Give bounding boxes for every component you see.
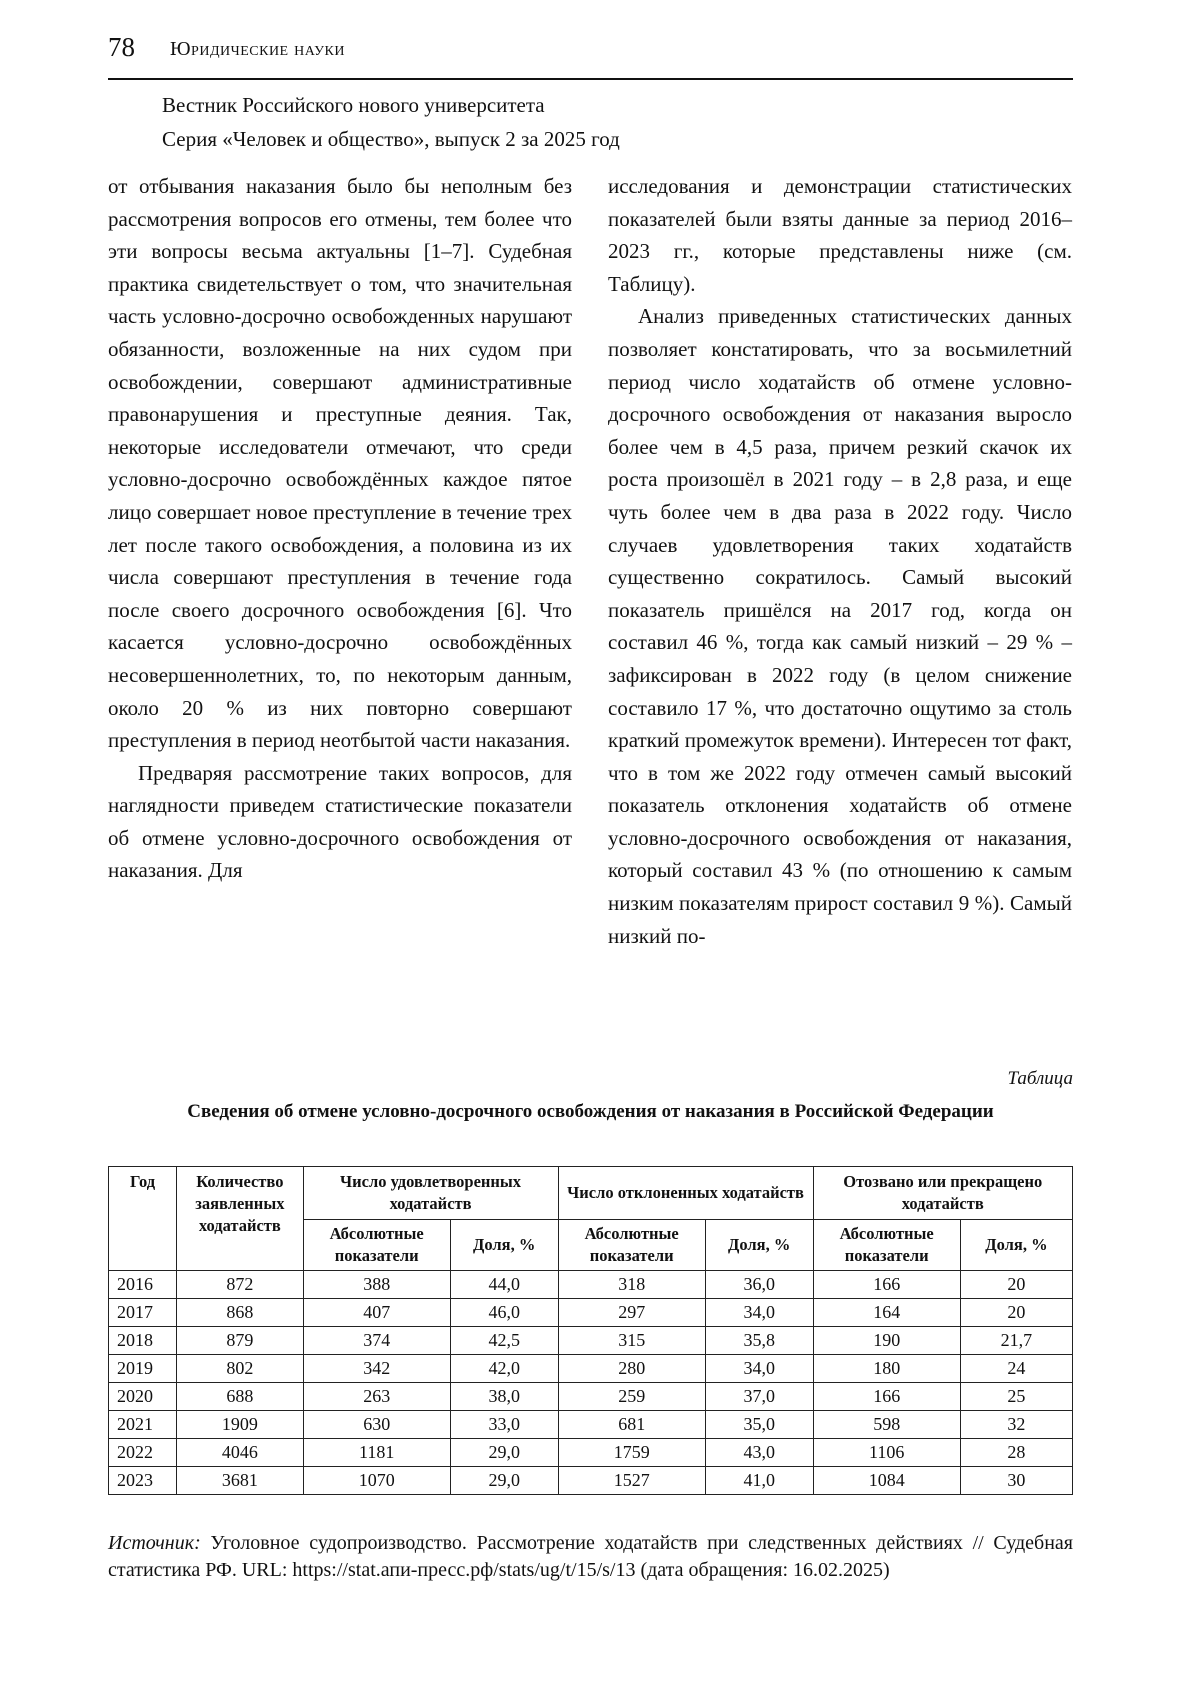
header-year: Год: [109, 1167, 177, 1271]
cell-granted-abs: 374: [303, 1327, 450, 1355]
section-name: Юридические науки: [170, 38, 345, 60]
cell-rejected-abs: 259: [558, 1383, 705, 1411]
cell-rejected-share: 34,0: [705, 1299, 813, 1327]
cell-rejected-abs: 315: [558, 1327, 705, 1355]
journal-page: [108, 0, 1073, 1694]
cell-withdrawn-abs: 166: [813, 1383, 960, 1411]
cell-rejected-share: 41,0: [705, 1467, 813, 1495]
cell-withdrawn-abs: 598: [813, 1411, 960, 1439]
journal-name: Вестник Российского нового университета: [162, 93, 545, 117]
table-row: [109, 1299, 1073, 1327]
cell-rejected-abs: 318: [558, 1271, 705, 1299]
header-granted-share: Доля, %: [450, 1220, 558, 1271]
cell-granted-share: 42,5: [450, 1327, 558, 1355]
source-label: Источник:: [108, 1532, 201, 1554]
cell-count: 868: [177, 1299, 303, 1327]
source-text: Уголовное судопроизводство. Рассмотрение ходатайств при следственных действиях // Судебная статистика РФ. URL: https://stat.апи-пресс.рф/stats/ug/t/15/s/13 (дата обращения: 16.02.2025): [108, 1532, 1073, 1581]
cell-count: 1909: [177, 1411, 303, 1439]
table-row: [109, 1439, 1073, 1467]
cell-rejected-abs: 280: [558, 1355, 705, 1383]
cell-count: 872: [177, 1271, 303, 1299]
table-row: [109, 1411, 1073, 1439]
cell-granted-abs: 1181: [303, 1439, 450, 1467]
left-paragraph-2: Предваряя рассмотрение таких вопросов, для наглядности приведем статистические показатели об отмене условно-досрочного освобождения от наказания. Для: [108, 760, 572, 883]
cell-granted-abs: 342: [303, 1355, 450, 1383]
page-number: 78: [108, 32, 135, 62]
left-column: [108, 170, 572, 887]
cell-rejected-abs: 1527: [558, 1467, 705, 1495]
table-title: Сведения об отмене условно-досрочного освобождения от наказания в Российской Федерации: [187, 1101, 994, 1122]
cell-rejected-share: 34,0: [705, 1355, 813, 1383]
right-paragraph-2: Анализ приведенных статистических данных позволяет констатировать, что за восьмилетний период число ходатайств об отмене условно-досрочного освобождения от наказания выросло более чем в 4,5 раза, причем резкий скачок их роста произошёл в 2021 году – в 2,8 раза, и еще чуть более чем в два раза в 2022 году. Число случаев удовлетворения таких ходатайств существенно сократилось. Самый высокий показатель пришёлся на 2017 год, когда он составил 46 %, тогда как самый низкий – 29 % – зафиксирован в 2022 году (в целом снижение составило 17 %, что достаточно ощутимо за столь краткий промежуток времени). Интересен тот факт, что в том же 2022 году отмечен самый высокий показатель отклонения ходатайств об отмене условно-досрочного освобождения от наказания, который составил 43 % (по отношению к самым низким показателям прирост составил 9 %). Самый низкий по-: [608, 304, 1072, 948]
cell-withdrawn-share: 20: [960, 1271, 1072, 1299]
cell-rejected-abs: 1759: [558, 1439, 705, 1467]
cell-rejected-share: 43,0: [705, 1439, 813, 1467]
cell-rejected-share: 35,0: [705, 1411, 813, 1439]
cell-withdrawn-share: 28: [960, 1439, 1072, 1467]
cell-rejected-share: 37,0: [705, 1383, 813, 1411]
header-rejected-share: Доля, %: [705, 1220, 813, 1271]
header-rejected-abs: Абсолютные показатели: [558, 1220, 705, 1271]
cell-withdrawn-share: 21,7: [960, 1327, 1072, 1355]
header-withdrawn: Отозвано или прекращено ходатайств: [813, 1167, 1072, 1220]
table-row: [109, 1383, 1073, 1411]
cell-granted-share: 29,0: [450, 1467, 558, 1495]
table-label: Таблица: [1007, 1068, 1073, 1089]
left-paragraph-1: от отбывания наказания было бы неполным без рассмотрения вопросов его отмены, тем более что эти вопросы весьма актуальны [1–7]. Судебная практика свидетельствует о том, что значительная часть условно-досрочно освобожденных нарушают обязанности, возложенные на них судом при освобождении, совершают административные правонарушения и преступные деяния. Так, некоторые исследователи отмечают, что среди условно-досрочно освобождённых каждое пятое лицо совершает новое преступление в течение трех лет после такого освобождения, а половина из их числа совершают преступления в течение года после своего досрочного освобождения [6]. Что касается условно-досрочно освобождённых несовершеннолетних, то, по некоторым данным, около 20 % из них повторно совершают преступления в период неотбытой части наказания.: [108, 174, 572, 753]
header-withdrawn-share: Доля, %: [960, 1220, 1072, 1271]
cell-year: 2019: [109, 1355, 177, 1383]
journal-title: [162, 88, 620, 156]
right-column: [608, 170, 1072, 952]
cell-year: 2020: [109, 1383, 177, 1411]
cell-withdrawn-abs: 166: [813, 1271, 960, 1299]
cell-year: 2017: [109, 1299, 177, 1327]
table-source: [108, 1530, 1073, 1584]
cell-year: 2018: [109, 1327, 177, 1355]
running-header: [108, 32, 1073, 80]
right-paragraph-1: исследования и демонстрации статистических показателей были взяты данные за период 2016–2023 гг., которые представлены ниже (см. Таблицу).: [608, 174, 1072, 296]
cell-granted-abs: 1070: [303, 1467, 450, 1495]
cell-rejected-abs: 681: [558, 1411, 705, 1439]
cell-count: 879: [177, 1327, 303, 1355]
table-row: [109, 1327, 1073, 1355]
cell-withdrawn-share: 25: [960, 1383, 1072, 1411]
cell-rejected-share: 36,0: [705, 1271, 813, 1299]
header-rejected: Число отклоненных ходатайств: [558, 1167, 813, 1220]
cell-withdrawn-abs: 190: [813, 1327, 960, 1355]
cell-granted-share: 46,0: [450, 1299, 558, 1327]
cell-withdrawn-share: 20: [960, 1299, 1072, 1327]
table-row: [109, 1355, 1073, 1383]
statistics-table: [108, 1166, 1073, 1495]
cell-count: 3681: [177, 1467, 303, 1495]
header-granted: Число удовлетворенных ходатайств: [303, 1167, 558, 1220]
cell-year: 2021: [109, 1411, 177, 1439]
cell-year: 2016: [109, 1271, 177, 1299]
cell-year: 2022: [109, 1439, 177, 1467]
cell-granted-abs: 388: [303, 1271, 450, 1299]
cell-withdrawn-abs: 1084: [813, 1467, 960, 1495]
cell-granted-share: 38,0: [450, 1383, 558, 1411]
cell-withdrawn-abs: 180: [813, 1355, 960, 1383]
cell-granted-share: 29,0: [450, 1439, 558, 1467]
cell-granted-abs: 263: [303, 1383, 450, 1411]
table-row: [109, 1467, 1073, 1495]
cell-withdrawn-abs: 1106: [813, 1439, 960, 1467]
header-count: Количество заявленных ходатайств: [177, 1167, 303, 1271]
cell-count: 4046: [177, 1439, 303, 1467]
cell-withdrawn-share: 30: [960, 1467, 1072, 1495]
cell-withdrawn-share: 32: [960, 1411, 1072, 1439]
cell-granted-abs: 407: [303, 1299, 450, 1327]
journal-series: Серия «Человек и общество», выпуск 2 за 2025 год: [162, 127, 620, 151]
cell-granted-share: 44,0: [450, 1271, 558, 1299]
cell-granted-abs: 630: [303, 1411, 450, 1439]
cell-granted-share: 42,0: [450, 1355, 558, 1383]
cell-rejected-abs: 297: [558, 1299, 705, 1327]
cell-year: 2023: [109, 1467, 177, 1495]
cell-count: 688: [177, 1383, 303, 1411]
cell-withdrawn-abs: 164: [813, 1299, 960, 1327]
cell-count: 802: [177, 1355, 303, 1383]
table-row: [109, 1271, 1073, 1299]
cell-granted-share: 33,0: [450, 1411, 558, 1439]
header-withdrawn-abs: Абсолютные показатели: [813, 1220, 960, 1271]
cell-withdrawn-share: 24: [960, 1355, 1072, 1383]
header-granted-abs: Абсолютные показатели: [303, 1220, 450, 1271]
cell-rejected-share: 35,8: [705, 1327, 813, 1355]
